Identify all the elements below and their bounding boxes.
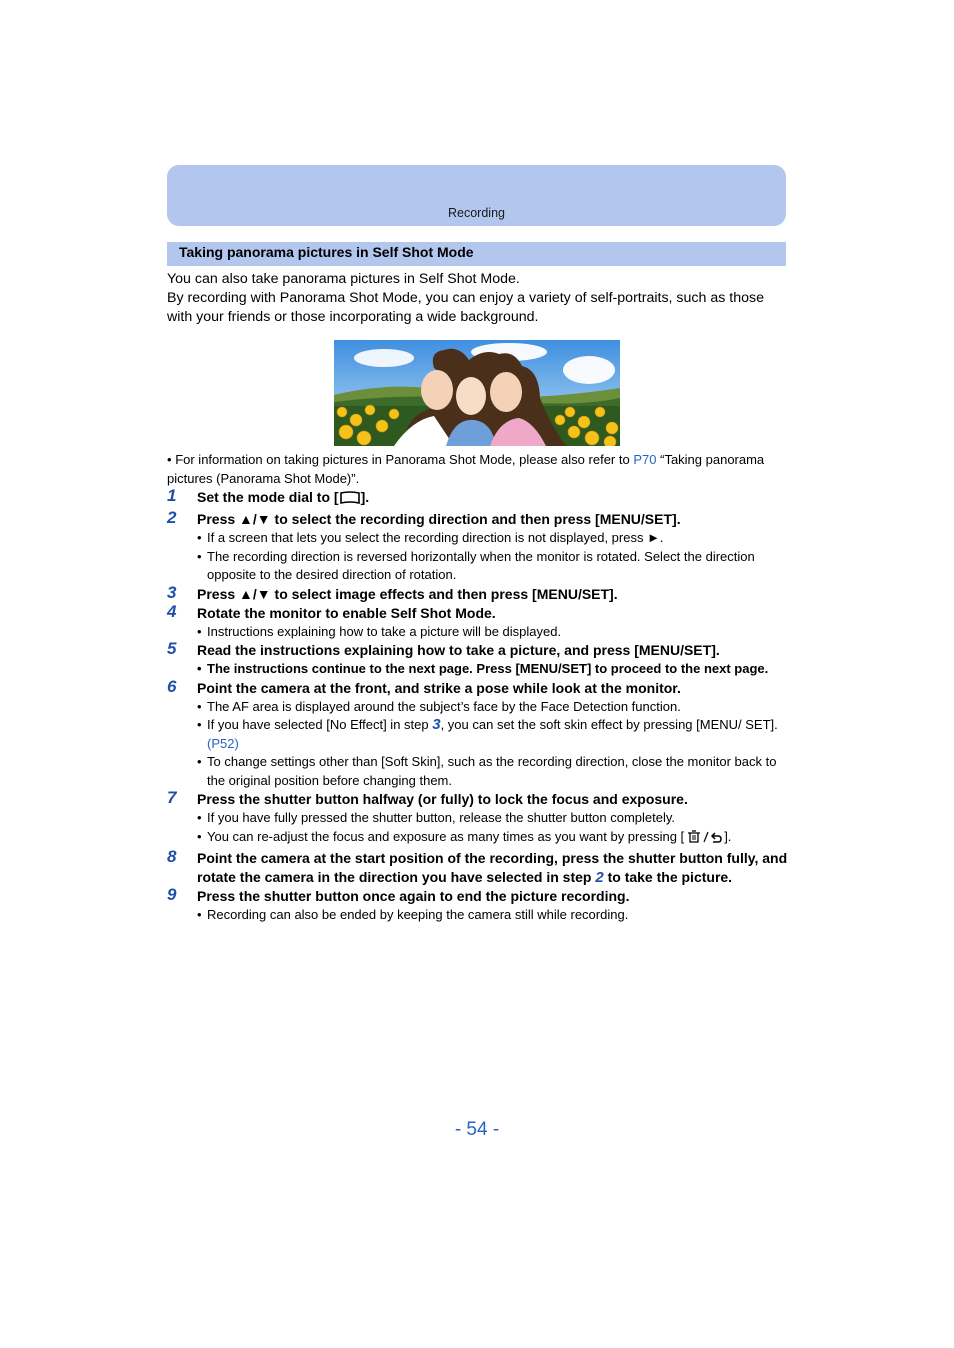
step-number: 9 — [167, 885, 177, 904]
step-9 — [167, 887, 792, 925]
step-ref-number: 3 — [432, 716, 441, 733]
step-6-bullet: • The AF area is displayed around the subject’s face by the Face Detection function. — [197, 698, 792, 717]
page-number: - 54 - — [454, 1119, 500, 1140]
steps-list — [167, 488, 792, 925]
panorama-mode-icon — [339, 491, 361, 510]
step-2-text: Press ▲/▼ to select the recording direction and then press [MENU/SET]. — [197, 511, 681, 527]
section-heading-bar — [167, 242, 786, 266]
step-1-text-a: Set the mode dial to [ — [197, 489, 339, 505]
p70-link[interactable]: P70 — [633, 452, 657, 467]
step-5 — [167, 641, 792, 679]
step-number: 7 — [167, 788, 177, 807]
p52-link[interactable]: (P52) — [207, 735, 239, 751]
step-4 — [167, 601, 792, 642]
note-text-before: For information on taking pictures in Panorama Shot Mode, please also refer to — [175, 452, 630, 467]
step-5-text: Read the instructions explaining how to take a picture, and press [MENU/SET]. — [197, 642, 720, 658]
bullet-text: If you have selected [No Effect] in step — [207, 717, 429, 732]
step-number: 4 — [167, 601, 177, 621]
step-number: 8 — [167, 847, 177, 866]
bullet-text: ]. — [724, 828, 732, 844]
intro-line-2: By recording with Panorama Shot Mode, you can enjoy a variety of self-portraits, such as those with your friends or those incorporating a wide background. — [167, 290, 764, 326]
note-text-after: “Taking panorama pictures (Panorama Shot Mode)”. — [167, 452, 765, 486]
chapter-label: Recording — [448, 206, 505, 220]
panorama-reference-note — [167, 450, 767, 488]
intro-text — [167, 270, 792, 328]
step-9-bullet: • Recording can also be ended by keeping the camera still while recording. — [197, 906, 792, 925]
note-bullet: • — [167, 452, 172, 467]
step-9-text: Press the shutter button once again to end the picture recording. — [197, 888, 630, 904]
step-number: 6 — [167, 676, 177, 696]
step-2-bullet: • If a screen that lets you select the recording direction is not displayed, press ►. — [197, 529, 792, 548]
step-number: 3 — [167, 582, 177, 602]
step-6-bullet-soft-skin — [197, 716, 792, 753]
step-number: 2 — [167, 508, 177, 527]
section-title: Taking panorama pictures in Self Shot Mode — [179, 244, 474, 260]
step-8-text-a: Point the camera at the start position of the recording, press the shutter button fully, and rotate the camera in the direction you have selected in step — [197, 850, 788, 885]
step-8-text-b: to take the picture. — [607, 869, 733, 885]
step-7 — [167, 790, 792, 849]
step-6-text: Point the camera at the front, and strike a pose while look at the monitor. — [197, 679, 681, 696]
step-3-text: Press ▲/▼ to select image effects and then press [MENU/SET]. — [197, 585, 618, 602]
step-7-text: Press the shutter button halfway (or fully) to lock the focus and exposure. — [197, 791, 688, 807]
panorama-selfie-illustration — [334, 340, 620, 446]
step-number: 5 — [167, 639, 177, 658]
trash-return-icon — [684, 829, 724, 850]
step-4-bullet: • Instructions explaining how to take a picture will be displayed. — [197, 623, 792, 642]
step-number: 1 — [167, 486, 177, 505]
step-4-text: Rotate the monitor to enable Self Shot Mode. — [197, 604, 496, 621]
chapter-header-band — [167, 165, 786, 226]
step-6-bullet: • To change settings other than [Soft Skin], such as the recording direction, close the monitor back to the original position before changing them. — [197, 753, 792, 790]
step-1-text-b: ]. — [360, 489, 370, 505]
bullet-text: , you can set the soft skin effect by pressing [MENU/ SET]. — [440, 717, 778, 732]
step-6 — [167, 676, 792, 791]
step-ref-number: 2 — [595, 869, 604, 886]
step-8 — [167, 849, 792, 887]
step-2-bullet: • The recording direction is reversed horizontally when the monitor is rotated. Select the direction opposite to the desired direction of rotation. — [197, 548, 792, 585]
step-3 — [167, 582, 792, 604]
step-2 — [167, 510, 792, 585]
step-7-bullet: • If you have fully pressed the shutter button, release the shutter button completely. — [197, 809, 792, 828]
intro-line-1: You can also take panorama pictures in Self Shot Mode. — [167, 271, 520, 287]
bullet-text: You can re-adjust the focus and exposure as many times as you want by pressing [ — [207, 828, 685, 844]
step-7-bullet-readjust — [197, 828, 792, 850]
step-1 — [167, 488, 792, 510]
step-5-bullet: • The instructions continue to the next page. Press [MENU/SET] to proceed to the next page. — [197, 660, 792, 679]
